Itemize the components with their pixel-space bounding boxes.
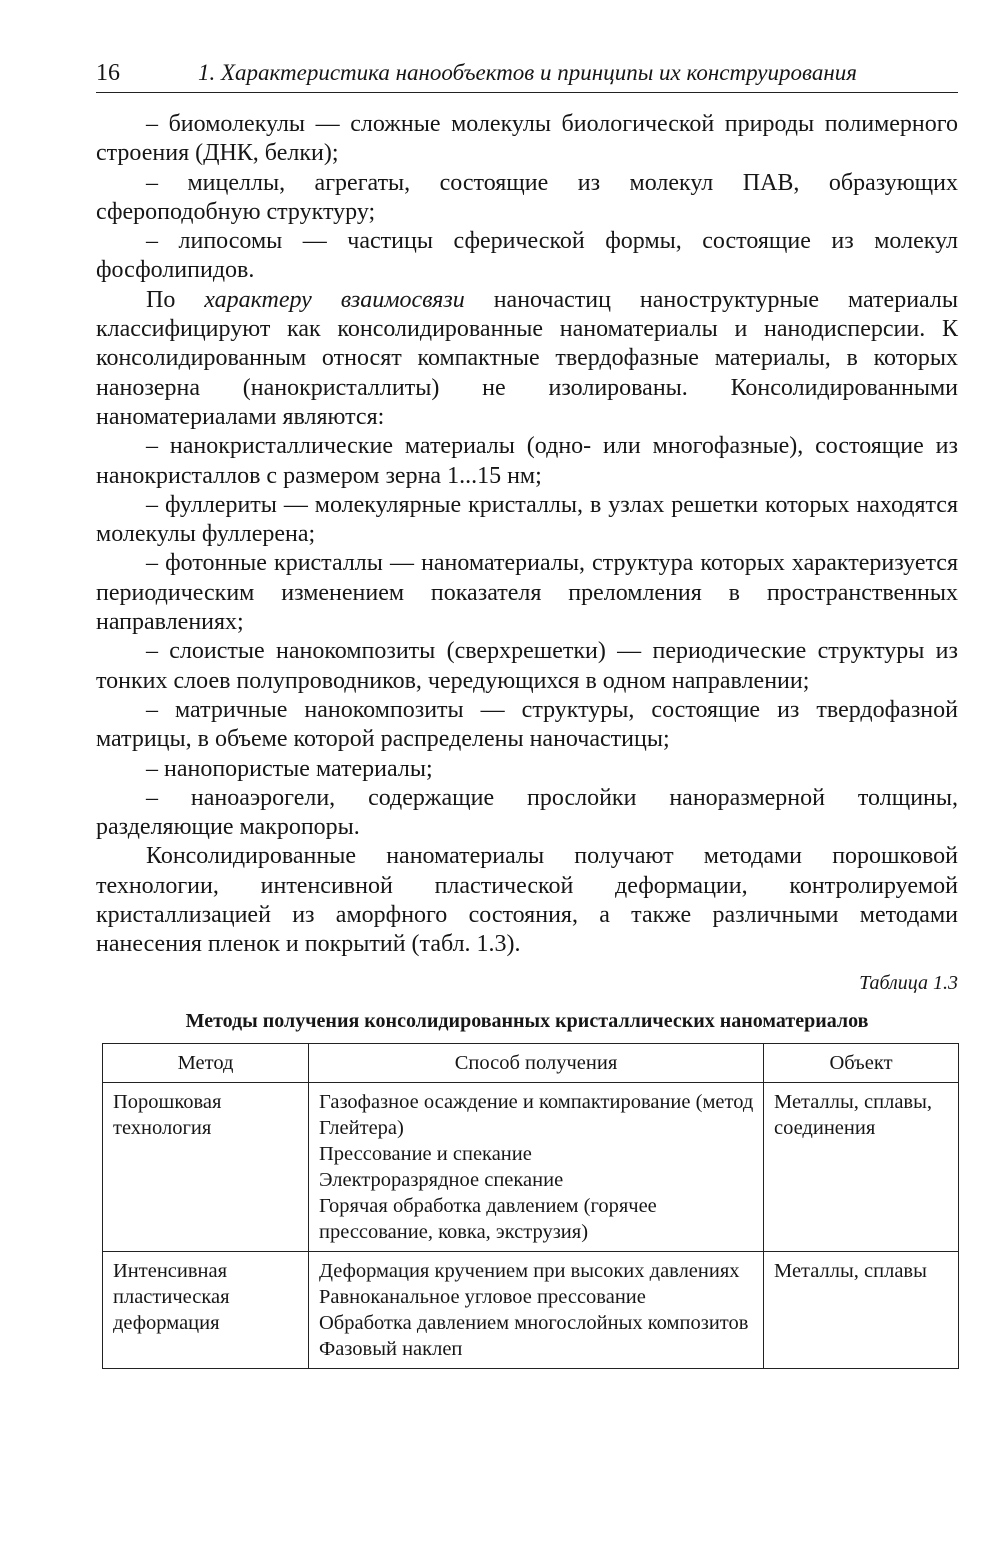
way-item: Прессование и спекание bbox=[319, 1143, 532, 1165]
table-row bbox=[103, 1083, 959, 1252]
table-row bbox=[103, 1252, 959, 1369]
cell-method: Интенсивная пластическая деформация bbox=[103, 1252, 309, 1369]
paragraph-classification-start: По bbox=[146, 286, 205, 313]
header-way: Способ получения bbox=[309, 1044, 764, 1083]
page-header bbox=[96, 56, 958, 93]
paragraph-classification-rest: наночастиц наноструктурные материалы классифицируют как консолидированные наноматериалы и нанодисперсии. К консолидированным относят компактные твердофазные материалы, в которых нанозерна (нанокристаллиты) не изолированы. Консолидированными наноматериалами являются: bbox=[96, 286, 958, 430]
cell-object: Металлы, сплавы bbox=[764, 1252, 959, 1369]
way-item: Горячая обработка давлением (горячее прессование, ковка, экструзия) bbox=[319, 1195, 657, 1243]
paragraph-fullerites: – фуллериты — молекулярные кристаллы, в узлах решетки которых находятся молекулы фуллерена; bbox=[96, 491, 958, 548]
cell-ways bbox=[309, 1252, 764, 1369]
table-label: Таблица 1.3 bbox=[859, 972, 958, 994]
paragraph-matrix-nanocomposites: – матричные нанокомпозиты — структуры, состоящие из твердофазной матрицы, в объеме которой распределены наночастицы; bbox=[96, 696, 958, 753]
way-item: Электроразрядное спекание bbox=[319, 1169, 564, 1191]
cell-method: Порошковая технология bbox=[103, 1083, 309, 1252]
paragraph-biomolecules: – биомолекулы — сложные молекулы биологической природы полимерного строения (ДНК, белки); bbox=[96, 111, 958, 167]
paragraph-micelles: – мицеллы, агрегаты, состоящие из молекул ПАВ, образующих сфероподобную структуру; bbox=[96, 169, 958, 225]
body-text bbox=[96, 110, 958, 960]
table-title: Методы получения консолидированных кристаллических наноматериалов bbox=[185, 1010, 869, 1032]
header-object: Объект bbox=[764, 1044, 959, 1083]
way-item: Обработка давлением многослойных композитов bbox=[319, 1312, 749, 1334]
paragraph-liposomes: – липосомы — частицы сферической формы, состоящие из молекул фосфолипидов. bbox=[96, 228, 958, 284]
table-header-row bbox=[103, 1044, 959, 1083]
paragraph-production-methods: Консолидированные наноматериалы получают методами порошковой технологии, интенсивной пластической деформации, контролируемой кристаллизацией из аморфного состояния, а также различными методами нанесения пленок и покрытий (табл. 1.3). bbox=[96, 843, 958, 958]
running-title: 1. Характеристика нанообъектов и принципы их конструирования bbox=[198, 60, 857, 85]
page-number: 16 bbox=[96, 60, 120, 86]
header-method: Метод bbox=[103, 1044, 309, 1083]
paragraph-photonic-crystals: – фотонные кристаллы — наноматериалы, структура которых характеризуется периодическим изменением показателя преломления в пространственных направлениях; bbox=[96, 550, 958, 636]
paragraph-nanoporous: – нанопористые материалы; bbox=[146, 755, 433, 782]
paragraph-classification bbox=[96, 286, 958, 432]
methods-table bbox=[102, 1043, 959, 1369]
cell-ways bbox=[309, 1083, 764, 1252]
way-item: Газофазное осаждение и компактирование (метод Глейтера) bbox=[319, 1091, 754, 1139]
way-item: Равноканальное угловое прессование bbox=[319, 1286, 646, 1308]
paragraph-nanocrystalline: – нанокристаллические материалы (одно- или многофазные), состоящие из нанокристаллов с размером зерна 1...15 нм; bbox=[96, 433, 958, 489]
italic-term: характеру взаимосвязи bbox=[204, 286, 465, 313]
paragraph-aerogels: – наноаэрогели, содержащие прослойки наноразмерной толщины, разделяющие макропоры. bbox=[96, 784, 958, 841]
way-item: Фазовый наклеп bbox=[319, 1338, 463, 1360]
paragraph-layered-nanocomposites: – слоистые нанокомпозиты (сверхрешетки) — периодические структуры из тонких слоев полупроводников, чередующихся в одном направлении; bbox=[96, 638, 958, 694]
way-item: Деформация кручением при высоких давлениях bbox=[319, 1260, 740, 1282]
cell-object: Металлы, сплавы, соединения bbox=[764, 1083, 959, 1252]
